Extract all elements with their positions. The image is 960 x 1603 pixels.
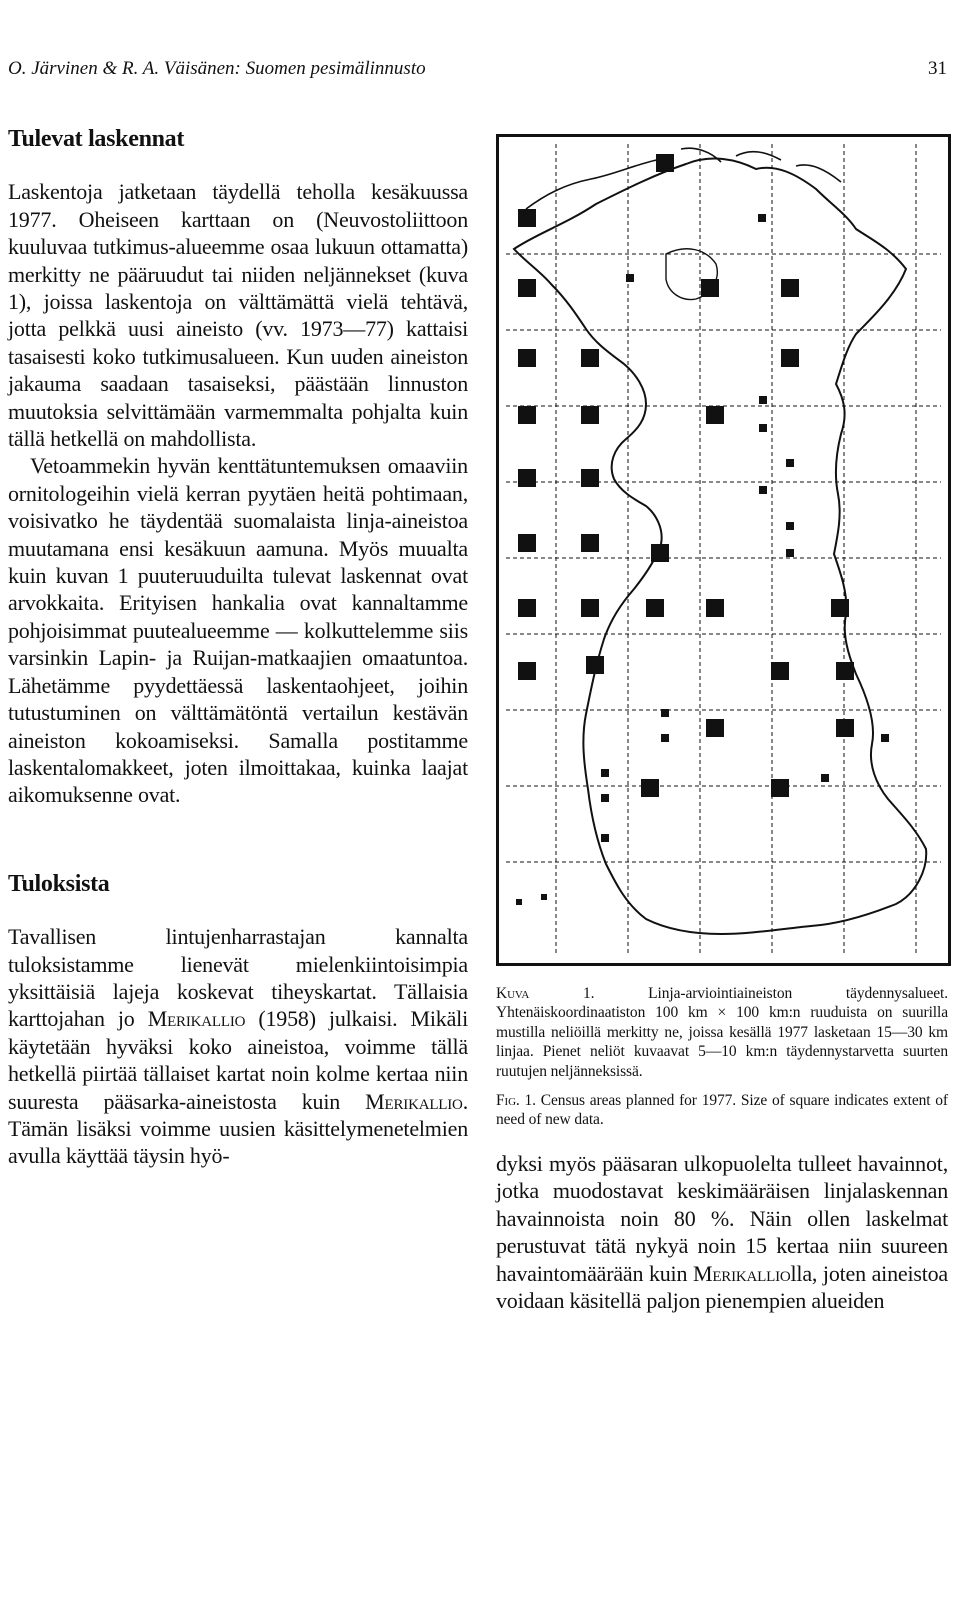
- caption-en-text: Census areas planned for 1977. Size of square indicates extent of need of new data.: [496, 1092, 948, 1129]
- need-square-large: [581, 406, 599, 424]
- need-square-large: [651, 544, 669, 562]
- need-square-small: [516, 899, 522, 905]
- need-square-large: [586, 656, 604, 674]
- right-column: [496, 1150, 948, 1314]
- author-merikallio: Merikallio: [692, 1260, 791, 1286]
- need-square-small: [881, 734, 889, 742]
- caption-fi-label: Kuva 1.: [496, 985, 595, 1002]
- need-square-large: [518, 599, 536, 617]
- author-merikallio: Merikallio: [147, 1006, 246, 1032]
- figure-caption: [496, 984, 948, 1130]
- caption-fi-text: Linja-arviointiaineiston täydennysalueet. Yhtenäiskoordinaatiston 100 km × 100 km:n ruuduista on suurilla mustilla neliöillä merkitty ne, joissa kesällä 1977 lasketaan 15—30 km linjaa. Pienet neliöt kuvaavat 5—10 km:n täydennystarvetta suurten ruutujen neljänneksissä.: [496, 985, 948, 1080]
- need-square-small: [601, 769, 609, 777]
- section-heading-tuloksista: Tuloksista: [8, 870, 110, 897]
- need-square-small: [601, 794, 609, 802]
- section2-text-c: . Tämän lisäksi voimme uusien käsittelymenetelmien avulla käyttää täysin hyö-: [8, 1088, 468, 1169]
- need-square-large: [518, 349, 536, 367]
- finland-grid-map: [496, 134, 951, 966]
- need-square-small: [541, 894, 547, 900]
- need-square-large: [518, 406, 536, 424]
- section2-paragraph-1-continued: [496, 1150, 948, 1314]
- section2-paragraph-1: [8, 923, 468, 1170]
- section-heading-tulevat-laskennat: Tulevat laskennat: [8, 126, 185, 152]
- need-square-small: [758, 214, 766, 222]
- page-number: 31: [928, 58, 947, 79]
- need-square-large: [518, 534, 536, 552]
- caption-en-label: Fig. 1.: [496, 1092, 536, 1110]
- caption-english: [496, 1091, 948, 1130]
- section2-text-a: Tavallisen lintujenharrastajan kannalta tuloksistamme lienevät mielenkiintoisimpia yksittäisiä lajeja koskevat tiheyskartat. Tällaisia karttojahan jo: [8, 924, 468, 1032]
- need-square-large: [656, 154, 674, 172]
- need-square-large: [836, 662, 854, 680]
- running-title: O. Järvinen & R. A. Väisänen: Suomen pesimälinnusto: [8, 58, 426, 79]
- need-square-large: [581, 599, 599, 617]
- need-square-large: [641, 779, 659, 797]
- need-square-large: [781, 349, 799, 367]
- running-header: [8, 58, 953, 80]
- need-square-small: [786, 549, 794, 557]
- need-square-small: [601, 834, 609, 842]
- need-square-small: [759, 396, 767, 404]
- need-square-large: [518, 662, 536, 680]
- need-square-large: [518, 469, 536, 487]
- need-square-large: [518, 279, 536, 297]
- section2-cont-text-b: lla, joten aineistoa voidaan käsitellä paljon pienempien alueiden: [496, 1260, 948, 1314]
- need-square-large: [836, 719, 854, 737]
- need-square-large: [706, 406, 724, 424]
- need-square-small: [759, 424, 767, 432]
- need-square-small: [661, 709, 669, 717]
- need-square-large: [581, 469, 599, 487]
- need-square-small: [786, 459, 794, 467]
- section1-paragraph-1: Laskentoja jatketaan täydellä teholla kesäkuussa 1977. Oheiseen karttaan on (Neuvostoliittoon kuuluvaa tutkimus-alueemme osaa lukuun ottamatta) merkitty ne pääruudut tai niiden neljännekset (kuva 1), joissa laskentoja on välttämättä vielä tehtävä, jotta pelkkä uusi aineisto (vv. 1973—77) kattaisi tasaisesti koko tutkimusalueen. Kun uuden aineiston jakauma saadaan tasaiseksi, päästään linnuston muutoksia selvittämään varmemmalta pohjalta kuin tällä hetkellä on mahdollista.: [8, 179, 468, 452]
- need-square-small: [821, 774, 829, 782]
- need-square-large: [701, 279, 719, 297]
- need-square-large: [646, 599, 664, 617]
- section-gap: [8, 809, 468, 871]
- left-column: [8, 126, 468, 1170]
- need-square-large: [706, 719, 724, 737]
- author-merikallio: Merikallio: [365, 1088, 463, 1114]
- need-square-large: [581, 349, 599, 367]
- need-square-small: [626, 274, 634, 282]
- need-square-large: [771, 662, 789, 680]
- need-square-large: [771, 779, 789, 797]
- need-square-large: [831, 599, 849, 617]
- caption-finnish: [496, 984, 948, 1081]
- need-square-large: [518, 209, 536, 227]
- need-square-small: [661, 734, 669, 742]
- need-square-large: [581, 534, 599, 552]
- section2-cont-text-a: dyksi myös pääsaran ulkopuolelta tulleet havainnot, jotka muodostavat keskimääräisen linjalaskennan havainnoista noin 80 %. Näin ollen laskelmat perustuvat tätä nykyä noin 15 kertaa niin suureen havaintomäärään kuin: [496, 1151, 948, 1286]
- figure-1-map: [496, 134, 951, 966]
- need-square-small: [759, 486, 767, 494]
- need-square-small: [786, 522, 794, 530]
- need-square-large: [781, 279, 799, 297]
- section1-paragraph-2: Vetoammekin hyvän kenttätuntemuksen omaaviin ornitologeihin vielä kerran pyytäen heitä pohtimaan, voisivatko he täydentää suomalaista linja-aineistoa muutamana ensi kesäkuun aamuna. Myös muualta kuin kuvan 1 puuteruuduilta tulevat laskennat ovat arvokkaita. Erityisen hankalia ovat kannaltamme pohjoisimmat puutealueemme — kolkuttelemme siis varsinkin Lapin- ja Ruijan-matkaajien omaatuntoa. Lähetämme pyydettäessä laskentaohjeet, joihin tutustuminen on välttämätöntä vertailun kestävän aineiston kokoamiseksi. Samalla postitamme laskentalomakkeet, joten ilmoittakaa, kuinka laajat aikomuksenne ovat.: [8, 453, 468, 808]
- need-square-large: [706, 599, 724, 617]
- map-frame: [498, 136, 950, 965]
- section2-text-b: (1958) julkaisi. Mikäli käytetään hyväksi koko aineistoa, voimme tällä hetkellä piirtää tällaiset kartat noin kolme kertaa niin suuresta pääsarka-aineistosta kuin: [8, 1006, 468, 1114]
